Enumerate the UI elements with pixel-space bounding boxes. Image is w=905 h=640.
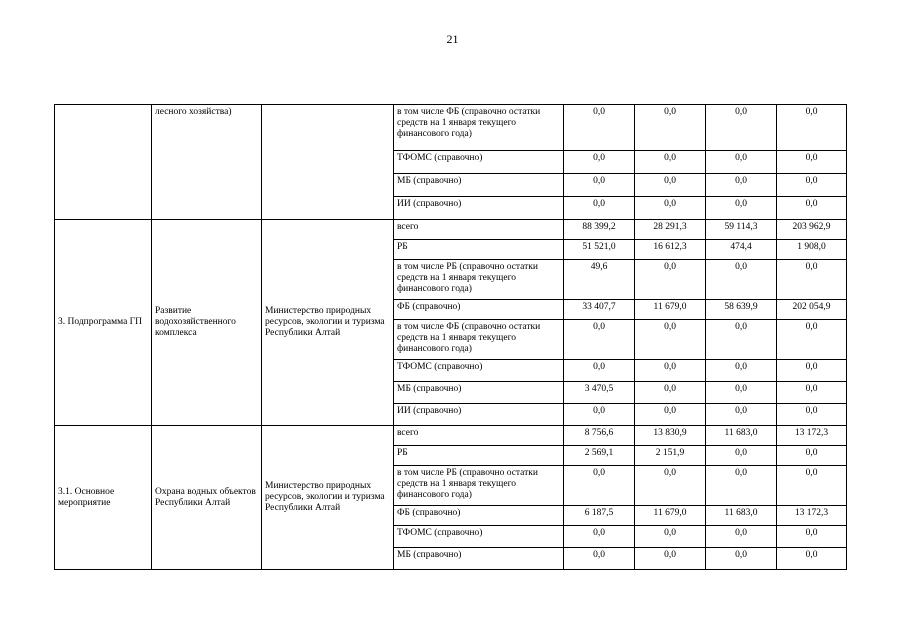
funding-source-cell: в том числе ФБ (справочно остатки средств на 1 января текущего финансового года) — [394, 320, 564, 360]
funding-source-cell: в том числе ФБ (справочно остатки средств на 1 января текущего финансового года) — [394, 105, 564, 151]
amount-cell: 13 172,3 — [777, 426, 847, 446]
funding-source-cell: ТФОМС (справочно) — [394, 360, 564, 382]
amount-cell: 0,0 — [564, 197, 635, 220]
amount-cell: 203 962,9 — [777, 220, 847, 240]
amount-cell: 0,0 — [706, 446, 777, 466]
amount-cell: 0,0 — [635, 382, 706, 404]
amount-cell: 58 639,9 — [706, 300, 777, 320]
program-title-cell: Развитие водохозяйственного комплекса — [152, 220, 262, 426]
executor-cell: Министерство природных ресурсов, экологии и туризма Республики Алтай — [262, 426, 394, 570]
amount-cell: 0,0 — [635, 466, 706, 506]
amount-cell: 2 569,1 — [564, 446, 635, 466]
amount-cell: 0,0 — [564, 320, 635, 360]
amount-cell: 0,0 — [777, 382, 847, 404]
amount-cell: 0,0 — [777, 151, 847, 174]
amount-cell: 49,6 — [564, 260, 635, 300]
amount-cell: 51 521,0 — [564, 240, 635, 260]
amount-cell: 0,0 — [706, 548, 777, 570]
amount-cell: 0,0 — [777, 360, 847, 382]
program-name-cell: 3.1. Основное мероприятие — [55, 426, 152, 570]
amount-cell: 11 683,0 — [706, 506, 777, 526]
executor-cell — [262, 105, 394, 220]
amount-cell: 0,0 — [777, 260, 847, 300]
funding-source-cell: ТФОМС (справочно) — [394, 151, 564, 174]
amount-cell: 474,4 — [706, 240, 777, 260]
amount-cell: 0,0 — [635, 320, 706, 360]
table-row — [55, 426, 847, 446]
amount-cell: 0,0 — [635, 548, 706, 570]
amount-cell: 0,0 — [706, 404, 777, 426]
amount-cell: 0,0 — [777, 197, 847, 220]
executor-cell: Министерство природных ресурсов, экологии и туризма Республики Алтай — [262, 220, 394, 426]
amount-cell: 16 612,3 — [635, 240, 706, 260]
amount-cell: 0,0 — [777, 404, 847, 426]
amount-cell: 0,0 — [635, 360, 706, 382]
amount-cell: 1 908,0 — [777, 240, 847, 260]
amount-cell: 0,0 — [777, 446, 847, 466]
amount-cell: 0,0 — [777, 174, 847, 197]
amount-cell: 0,0 — [777, 466, 847, 506]
amount-cell: 0,0 — [635, 526, 706, 548]
amount-cell: 0,0 — [564, 404, 635, 426]
funding-source-cell: ФБ (справочно) — [394, 506, 564, 526]
amount-cell: 28 291,3 — [635, 220, 706, 240]
funding-source-cell: ИИ (справочно) — [394, 404, 564, 426]
amount-cell: 13 172,3 — [777, 506, 847, 526]
amount-cell: 0,0 — [635, 404, 706, 426]
amount-cell: 0,0 — [706, 466, 777, 506]
amount-cell: 0,0 — [706, 174, 777, 197]
amount-cell: 0,0 — [564, 105, 635, 151]
funding-source-cell: в том числе РБ (справочно остатки средств на 1 января текущего финансового года) — [394, 466, 564, 506]
funding-source-cell: в том числе РБ (справочно остатки средств на 1 января текущего финансового года) — [394, 260, 564, 300]
amount-cell: 11 683,0 — [706, 426, 777, 446]
page-number: 21 — [446, 32, 459, 46]
amount-cell: 88 399,2 — [564, 220, 635, 240]
amount-cell: 0,0 — [564, 548, 635, 570]
funding-source-cell: всего — [394, 220, 564, 240]
amount-cell: 0,0 — [564, 526, 635, 548]
amount-cell: 0,0 — [706, 320, 777, 360]
amount-cell: 0,0 — [635, 260, 706, 300]
amount-cell: 0,0 — [706, 105, 777, 151]
funding-source-cell: МБ (справочно) — [394, 174, 564, 197]
funding-source-cell: ТФОМС (справочно) — [394, 526, 564, 548]
amount-cell: 0,0 — [706, 151, 777, 174]
funding-source-cell: всего — [394, 426, 564, 446]
amount-cell: 0,0 — [564, 466, 635, 506]
funding-source-cell: РБ — [394, 446, 564, 466]
amount-cell: 0,0 — [706, 360, 777, 382]
amount-cell: 0,0 — [706, 526, 777, 548]
amount-cell: 0,0 — [777, 548, 847, 570]
amount-cell: 202 054,9 — [777, 300, 847, 320]
amount-cell: 0,0 — [564, 174, 635, 197]
amount-cell: 6 187,5 — [564, 506, 635, 526]
amount-cell: 0,0 — [635, 105, 706, 151]
amount-cell: 59 114,3 — [706, 220, 777, 240]
amount-cell: 0,0 — [706, 260, 777, 300]
amount-cell: 11 679,0 — [635, 300, 706, 320]
budget-table — [54, 104, 847, 570]
amount-cell: 13 830,9 — [635, 426, 706, 446]
program-title-cell: Охрана водных объектов Республики Алтай — [152, 426, 262, 570]
funding-source-cell: МБ (справочно) — [394, 548, 564, 570]
amount-cell: 2 151,9 — [635, 446, 706, 466]
amount-cell: 0,0 — [564, 360, 635, 382]
funding-source-cell: РБ — [394, 240, 564, 260]
amount-cell: 0,0 — [777, 526, 847, 548]
amount-cell: 0,0 — [706, 197, 777, 220]
amount-cell: 8 756,6 — [564, 426, 635, 446]
amount-cell: 3 470,5 — [564, 382, 635, 404]
program-name-cell — [55, 105, 152, 220]
program-name-cell: 3. Подпрограмма ГП — [55, 220, 152, 426]
amount-cell: 0,0 — [564, 151, 635, 174]
amount-cell: 0,0 — [777, 105, 847, 151]
amount-cell: 0,0 — [777, 320, 847, 360]
amount-cell: 0,0 — [635, 174, 706, 197]
amount-cell: 0,0 — [635, 197, 706, 220]
amount-cell: 33 407,7 — [564, 300, 635, 320]
amount-cell: 11 679,0 — [635, 506, 706, 526]
program-title-cell: лесного хозяйства) — [152, 105, 262, 220]
amount-cell: 0,0 — [635, 151, 706, 174]
amount-cell: 0,0 — [706, 382, 777, 404]
table-row — [55, 105, 847, 151]
funding-source-cell: ИИ (справочно) — [394, 197, 564, 220]
funding-source-cell: ФБ (справочно) — [394, 300, 564, 320]
table-row — [55, 220, 847, 240]
funding-source-cell: МБ (справочно) — [394, 382, 564, 404]
